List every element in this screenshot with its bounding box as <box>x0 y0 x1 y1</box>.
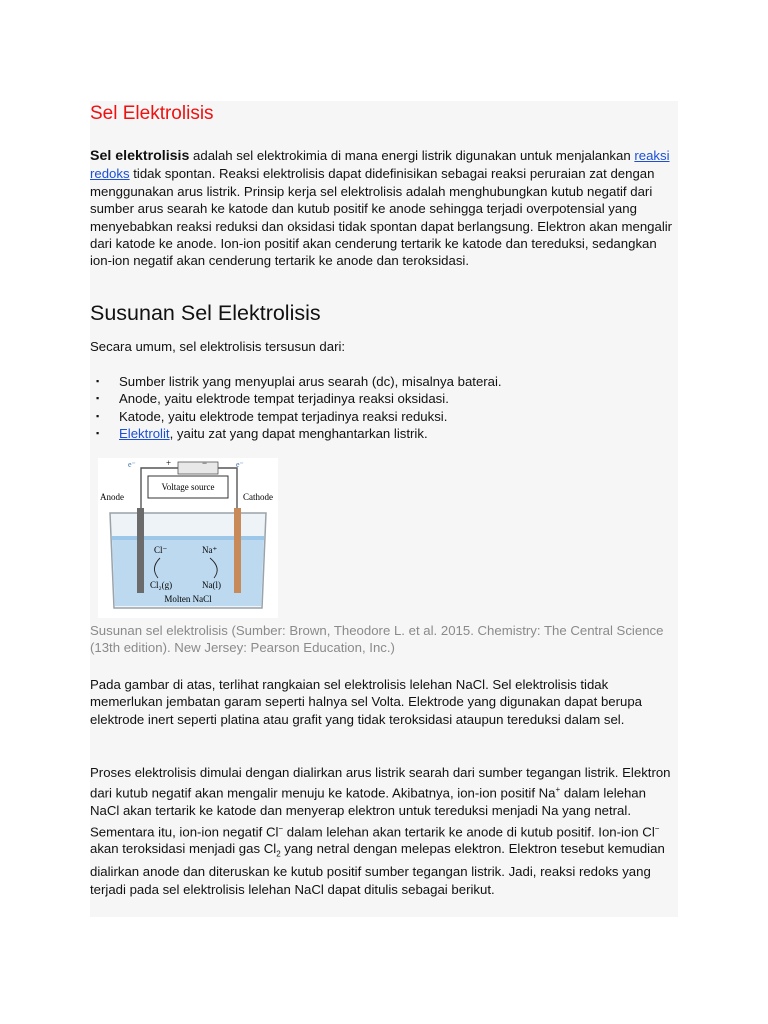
cl2-label: Cl₂(g) <box>150 580 173 590</box>
minus-label: − <box>202 458 208 468</box>
electron-left-label: e⁻ <box>128 460 136 469</box>
redox-link[interactable]: reaksi redoks <box>90 148 670 182</box>
electrolysis-figure <box>98 458 278 618</box>
section-title: Susunan Sel Elektrolisis <box>90 301 321 325</box>
plus-label: + <box>166 458 172 468</box>
intro-text-1: adalah sel elektrokimia di mana energi listrik digunakan untuk menjalankan <box>189 148 635 163</box>
na-ion-label: Na⁺ <box>202 545 218 555</box>
solution-surface <box>112 536 264 540</box>
bullet-icon: ▪ <box>96 428 100 439</box>
page-title: Sel Elektrolisis <box>90 103 214 124</box>
bullet-icon: ▪ <box>96 376 100 386</box>
na-liquid-label: Na(l) <box>202 580 221 590</box>
anode-label: Anode <box>100 492 124 502</box>
section-intro: Secara umum, sel elektrolisis tersusun dari: <box>90 339 346 354</box>
intro-text-2: tidak spontan. Reaksi elektrolisis dapat didefinisikan sebagai reaksi peruraian zat dengan menggunakan arus listrik. Prinsip kerja sel elektrolisis adalah menghubungkan kutub negatif dari sumber arus searah ke katode dan kutub positif ke anode sehingga terjadi overpotensial yang menyebabkan reaksi reduksi dan oksidasi tidak spontan dapat berlangsung. Elektron akan mengalir dari katode ke anode. Ion-ion positif akan cenderung tertarik ke katode dan tereduksi, sedangkan ion-ion negatif akan cenderung tertarik ke anode dan teroksidasi. <box>90 166 673 269</box>
battery-icon <box>178 462 218 474</box>
bullet-icon: ▪ <box>96 393 100 404</box>
electron-right-label: e⁻ <box>236 460 244 469</box>
paragraph-3: Proses elektrolisis dimulai dengan dialirkan arus listrik searah dari sumber tegangan listrik. Elektron dari kutub negatif akan mengalir menuju ke katode. Akibatnya, ion-ion positif Na+ dalam lelehan NaCl akan tertarik ke katode dan menyerap elektron untuk tereduksi menjadi Na yang netral. Sementara itu, ion-ion negatif Cl− dalam lelehan akan tertarik ke anode di kutub positif. Ion-ion Cl− akan teroksidasi menjadi gas $Cl_2$ yang netral dengan melepas elektron. Elektron tesebut kemudian dialirkan anode dan diteruskan ke kutub positif sumber tegangan listrik. Jadi, reaksi redoks yang terjadi pada sel elektrolisis lelehan NaCl dapat ditulis sebagai berikut. <box>90 765 671 897</box>
bullet-icon: ▪ <box>96 410 100 421</box>
intro-bold-term: Sel elektrolisis <box>90 148 190 164</box>
list-item: ▪ Anode, yaitu elektrode tempat terjadinya reaksi oksidasi. <box>96 391 449 407</box>
paragraph-2: Pada gambar di atas, terlihat rangkaian sel elektrolisis lelehan NaCl. Sel elektrolisis tidak memerlukan jembatan garam seperti halnya sel Volta. Elektrode yang digunakan dapat berupa elektrode inert seperti platina atau grafit yang tidak teroksidasi ataupun tereduksi dalam sel. <box>90 677 643 727</box>
voltage-source-label: Voltage source <box>161 482 215 492</box>
molten-nacl-label: Molten NaCl <box>164 594 212 604</box>
electrolysis-diagram <box>98 458 278 618</box>
list-item: ▪ Sumber listrik yang menyuplai arus searah (dc), misalnya baterai. <box>96 374 502 389</box>
elektrolit-link[interactable]: Elektrolit <box>119 426 170 442</box>
cathode-electrode <box>234 508 241 593</box>
anode-electrode <box>137 508 144 593</box>
figure-caption: Susunan sel elektrolisis (Sumber: Brown, Theodore L. et al. 2015. Chemistry: The Central Science (13th edition). New Jersey: Pearson Education, Inc.) <box>90 623 664 656</box>
cl-ion-label: Cl⁻ <box>154 545 168 555</box>
list-item: ▪ Elektrolit, yaitu zat yang dapat menghantarkan listrik. <box>96 426 428 442</box>
components-list <box>90 373 650 443</box>
list-item: ▪ Katode, yaitu elektrode tempat terjadinya reaksi reduksi. <box>96 408 448 424</box>
cathode-label: Cathode <box>243 492 273 502</box>
intro-paragraph <box>90 147 678 270</box>
